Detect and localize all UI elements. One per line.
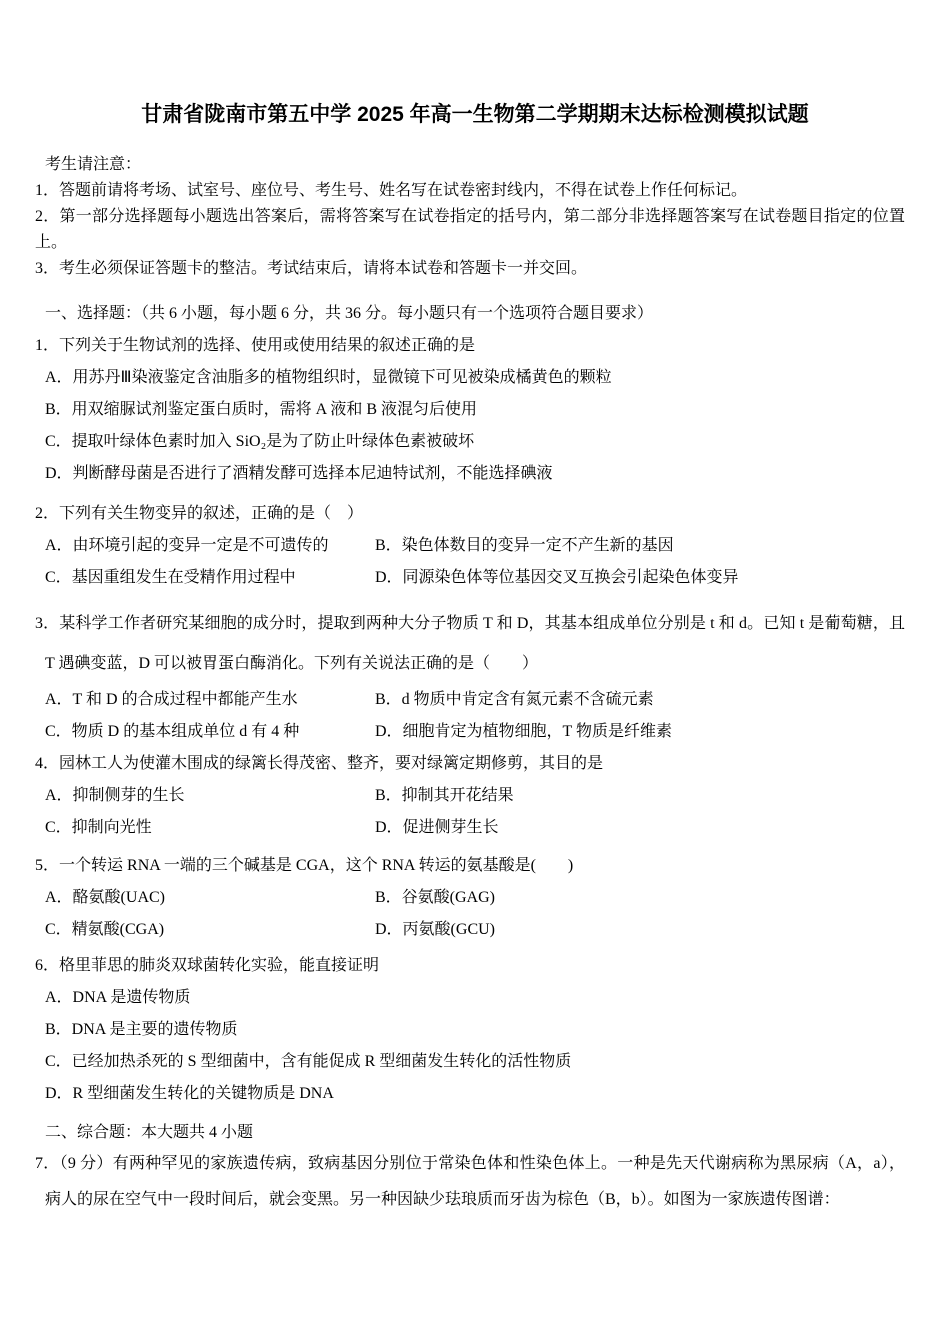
question-number: 6． — [35, 957, 60, 974]
option-d: D．细胞肯定为植物细胞，T 物质是纤维素 — [375, 723, 673, 740]
option-d: D．促进侧芽生长 — [375, 819, 499, 836]
option-row — [45, 716, 905, 748]
question-stem — [35, 330, 905, 362]
option-c: C．提取叶绿体色素时加入 SiO₂是为了防止叶绿体色素被破坏 — [45, 433, 475, 450]
question-1 — [35, 330, 905, 490]
notice-header: 考生请注意： — [45, 156, 142, 173]
option-d: D．丙氨酸(GCU) — [375, 921, 495, 938]
question-stem-text: 某科学工作者研究某细胞的成分时，提取到两种大分子物质 T 和 D，其基本组成单位分别是 t 和 d。已知 t 是葡萄糖，且 T 遇碘变蓝，D 可以被胃蛋白酶消化。下列有关说法正确的是（ ） — [45, 615, 905, 672]
option-b: B．谷氨酸(GAG) — [375, 889, 495, 906]
notice-item — [35, 256, 905, 282]
section-heading-choice: 一、选择题：（共 6 小题，每小题 6 分，共 36 分。每小题只有一个选项符合题目要求） — [45, 305, 654, 322]
option-d: D．判断酵母菌是否进行了酒精发酵可选择本尼迪特试剂，不能选择碘液 — [45, 465, 553, 482]
notice-number: 2． — [35, 208, 60, 225]
question-6 — [35, 950, 905, 1110]
option-row — [45, 530, 905, 562]
exam-title: 甘肃省陇南市第五中学 2025 年高一生物第二学期期末达标检测模拟试题 — [141, 103, 809, 126]
option-row — [45, 882, 905, 914]
question-stem — [35, 604, 905, 684]
notice-text: 答题前请将考场、试室号、座位号、考生号、姓名写在试卷密封线内，不得在试卷上作任何标记。 — [59, 182, 748, 199]
option-c: C．基因重组发生在受精作用过程中 — [45, 569, 296, 586]
notice-item — [35, 178, 905, 204]
option-b: B．染色体数目的变异一定不产生新的基因 — [375, 537, 674, 554]
question-stem — [35, 850, 905, 882]
question-stem — [35, 1146, 905, 1218]
notice-number: 1． — [35, 182, 60, 199]
option-b: B．DNA 是主要的遗传物质 — [45, 1021, 238, 1038]
question-stem-text: 下列有关生物变异的叙述，正确的是（ ） — [59, 505, 364, 522]
question-stem-text: 一个转运 RNA 一端的三个碱基是 CGA，这个 RNA 转运的氨基酸是( ) — [59, 857, 574, 874]
option-b: B．抑制其开花结果 — [375, 787, 514, 804]
question-score: （9 分） — [59, 1155, 113, 1172]
option-b: B．d 物质中肯定含有氮元素不含硫元素 — [375, 691, 654, 708]
question-number: 7． — [35, 1155, 60, 1172]
option-row — [45, 684, 905, 716]
question-2 — [35, 498, 905, 594]
question-stem-text: 园林工人为使灌木围成的绿篱长得茂密、整齐，要对绿篱定期修剪，其目的是 — [59, 755, 604, 772]
question-stem — [35, 498, 905, 530]
option-row — [45, 812, 905, 844]
option-a: A．DNA 是遗传物质 — [45, 989, 191, 1006]
question-stem-text: 有两种罕见的家族遗传病，致病基因分别位于常染色体和性染色体上。一种是先天代谢病称为黑尿病（A，a），病人的尿在空气中一段时间后，就会变黑。另一种因缺少珐琅质而牙齿为棕色（B，b）。如图为一家族遗传图谱： — [45, 1155, 905, 1208]
question-number: 3． — [35, 615, 60, 632]
notice-text: 考生必须保证答题卡的整洁。考试结束后，请将本试卷和答题卡一并交回。 — [59, 260, 588, 277]
notice-item — [35, 204, 905, 256]
option-d: D．R 型细菌发生转化的关键物质是 DNA — [45, 1085, 334, 1102]
question-number: 5． — [35, 857, 60, 874]
option-c: C．已经加热杀死的 S 型细菌中，含有能促成 R 型细菌发生转化的活性物质 — [45, 1053, 572, 1070]
question-4 — [35, 748, 905, 844]
question-stem-text: 下列关于生物试剂的选择、使用或使用结果的叙述正确的是 — [59, 337, 476, 354]
option-row — [45, 780, 905, 812]
option-a: A．酪氨酸(UAC) — [45, 889, 165, 906]
question-number: 4． — [35, 755, 60, 772]
question-number: 1． — [35, 337, 60, 354]
question-stem — [35, 748, 905, 780]
option-row — [45, 914, 905, 946]
option-a: A．T 和 D 的合成过程中都能产生水 — [45, 691, 298, 708]
option-a: A．用苏丹Ⅲ染液鉴定含油脂多的植物组织时，显微镜下可见被染成橘黄色的颗粒 — [45, 369, 612, 386]
option-a: A．由环境引起的变异一定是不可遗传的 — [45, 537, 329, 554]
option-a: A．抑制侧芽的生长 — [45, 787, 185, 804]
notice-number: 3． — [35, 260, 60, 277]
question-3 — [35, 604, 905, 748]
question-stem-text: 格里菲思的肺炎双球菌转化实验，能直接证明 — [59, 957, 380, 974]
option-row — [45, 562, 905, 594]
option-c: C．物质 D 的基本组成单位 d 有 4 种 — [45, 723, 300, 740]
option-c: C．精氨酸(CGA) — [45, 921, 165, 938]
option-b: B．用双缩脲试剂鉴定蛋白质时，需将 A 液和 B 液混匀后使用 — [45, 401, 478, 418]
option-d: D．同源染色体等位基因交叉互换会引起染色体变异 — [375, 569, 739, 586]
option-c: C．抑制向光性 — [45, 819, 152, 836]
notice-text: 第一部分选择题每小题选出答案后，需将答案写在试卷指定的括号内，第二部分非选择题答案写在试卷题目指定的位置上。 — [35, 208, 905, 251]
question-7 — [35, 1146, 905, 1218]
question-5 — [35, 850, 905, 946]
section-heading-essay: 二、综合题：本大题共 4 小题 — [45, 1124, 254, 1141]
question-stem — [35, 950, 905, 982]
question-number: 2． — [35, 505, 60, 522]
